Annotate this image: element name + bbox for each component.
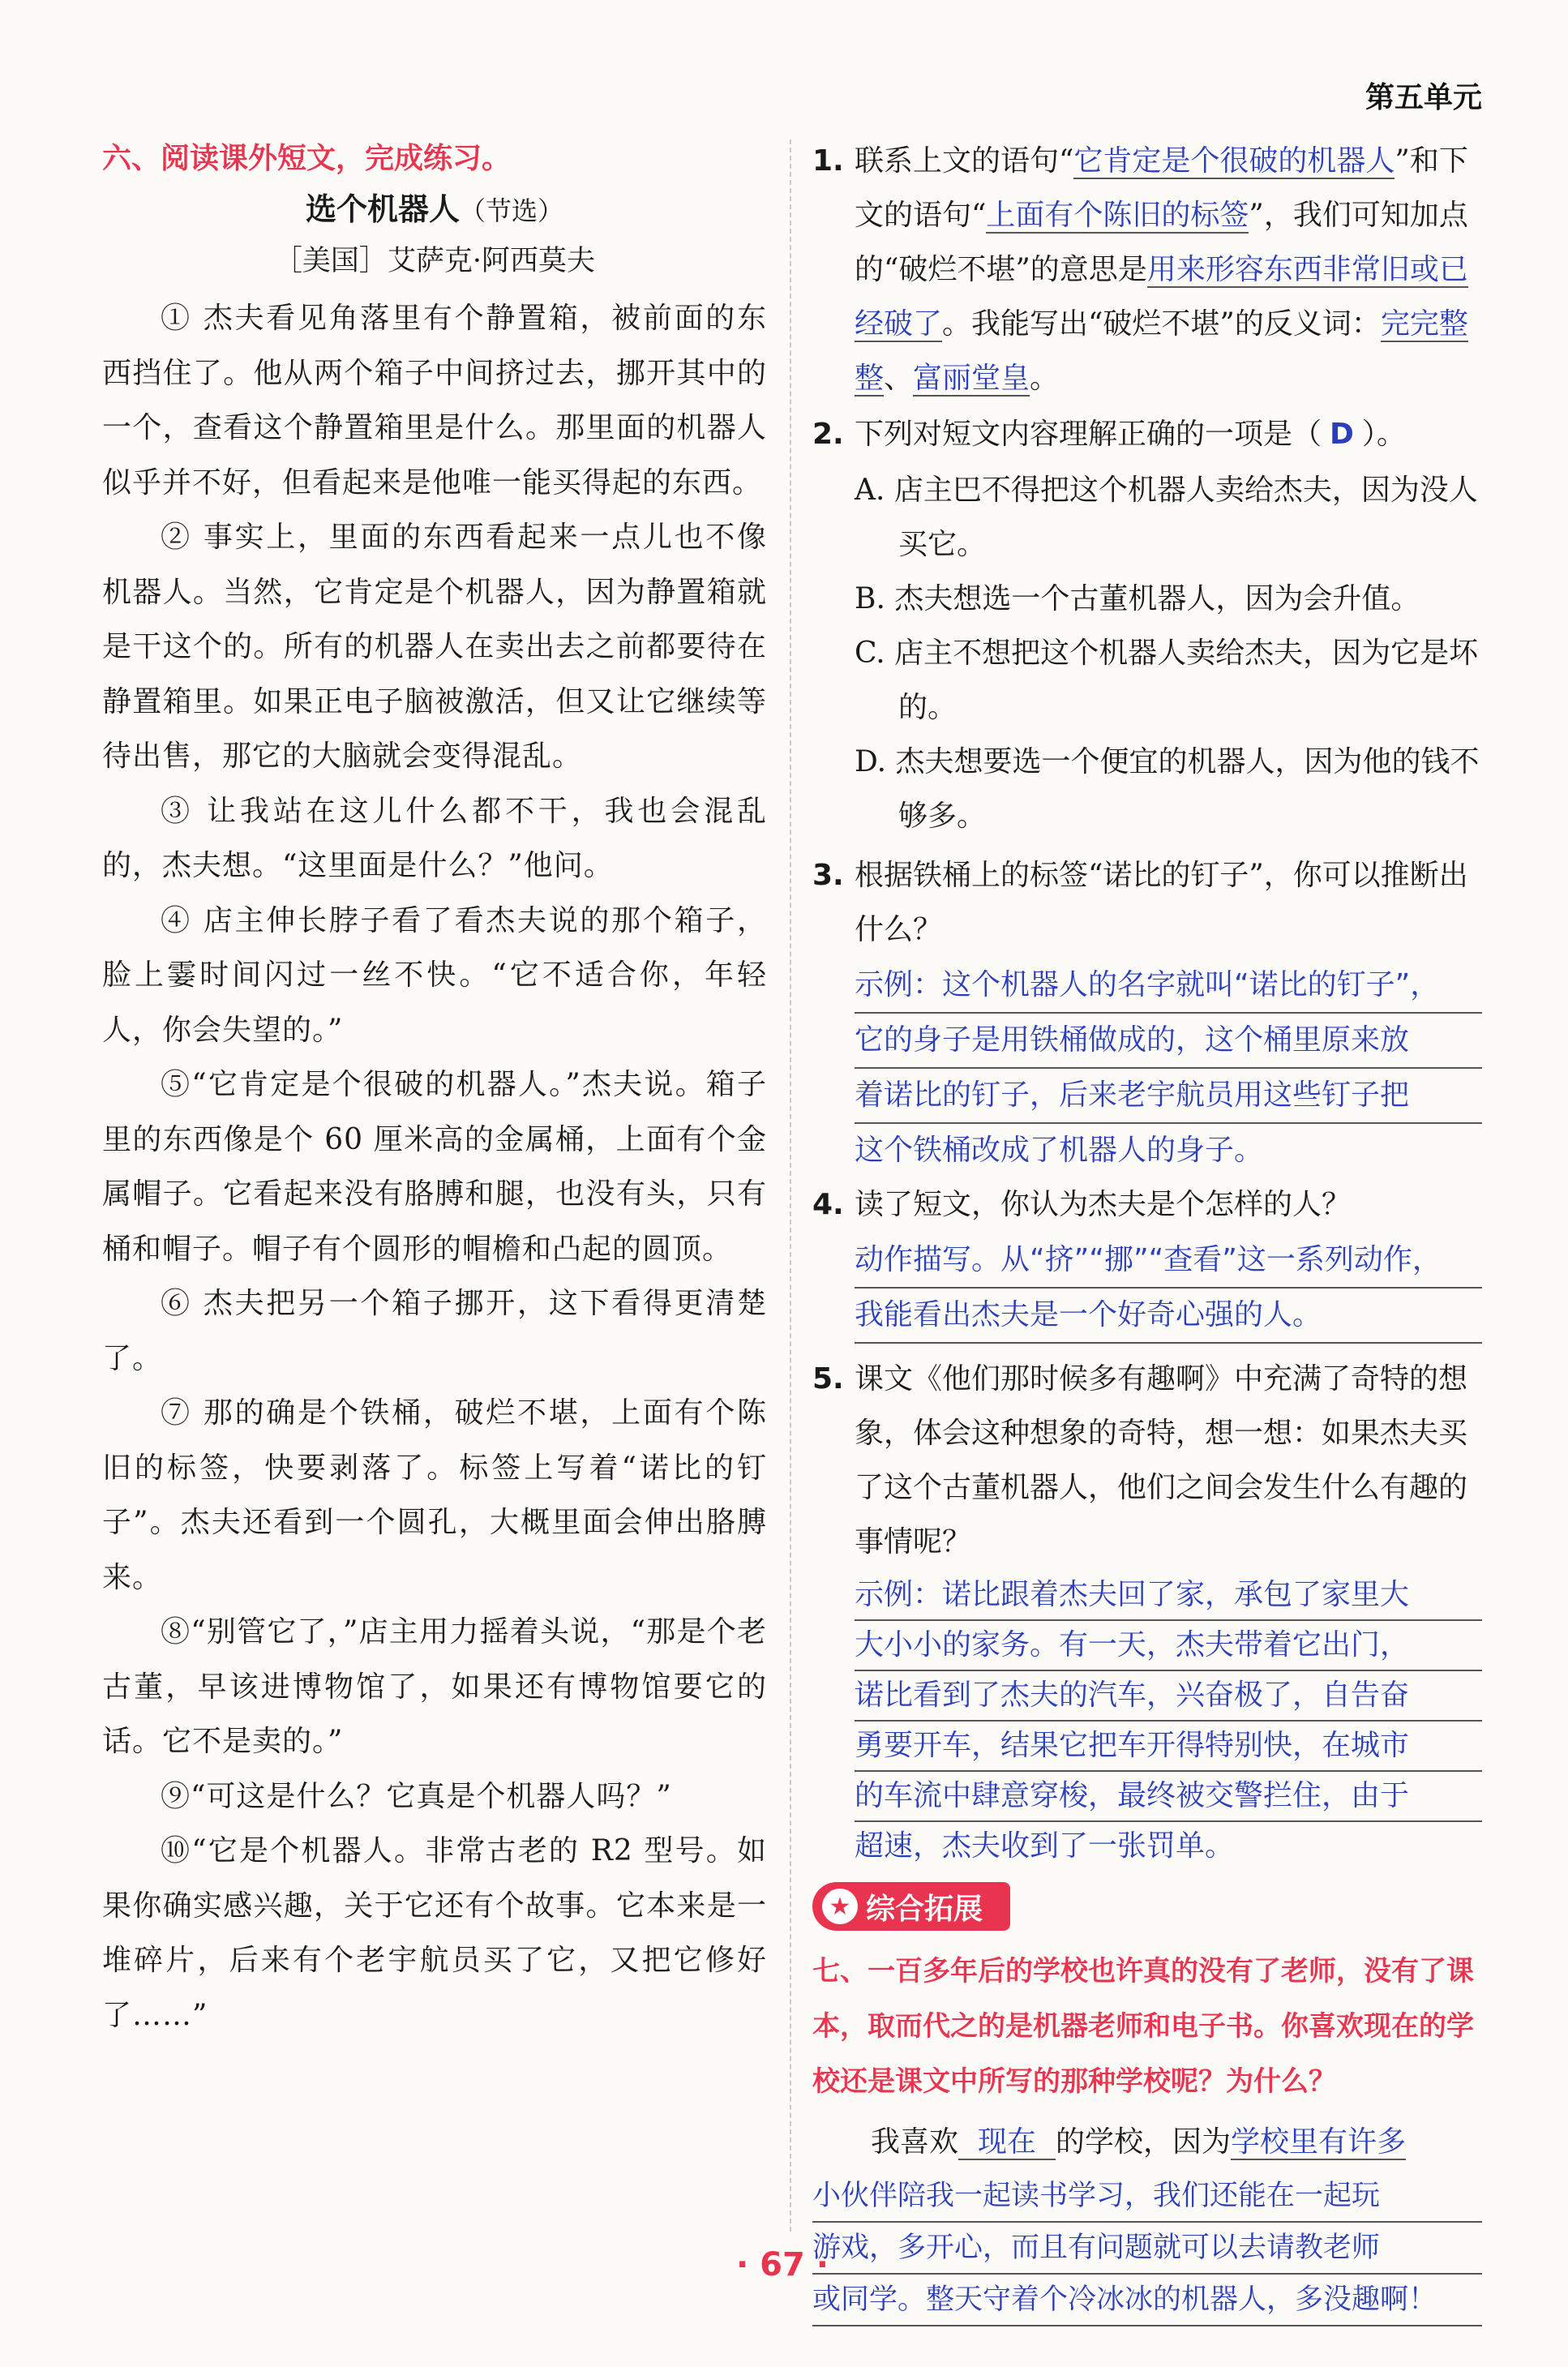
question-number: 2. <box>812 418 844 451</box>
paragraph-3: ③ 让我站在这儿什么都不干，我也会混乱的，杰夫想。“这里面是什么？”他问。 <box>102 794 767 882</box>
column-divider <box>790 139 791 2232</box>
q5-stem: 课文《他们那时候多有趣啊》中充满了奇特的想象，体会这种想象的奇特，想一想：如果杰夫买了这个古董机器人，他们之间会发生什么有趣的事情呢？ <box>855 1362 1468 1559</box>
answer-line: 着诺比的钉子，后来老宇航员用这些钉子把 <box>855 1069 1482 1124</box>
q2-option-b: B. 杰夫想选一个古董机器人，因为会升值。 <box>855 582 1420 615</box>
paragraph-1: ① 杰夫看见角落里有个静置箱，被前面的东西挡住了。他从两个箱子中间挤过去，挪开其中的一个，查看这个静置箱里是什么。那里面的机器人似乎并不好，但看起来是他唯一能买得起的东西。 <box>102 302 767 500</box>
question-number: 5. <box>812 1362 844 1396</box>
question-number: 4. <box>812 1188 844 1221</box>
question-5 <box>812 1352 1482 1569</box>
story-title-text: 选个机器人 <box>305 191 460 227</box>
q3-answer-area[interactable] <box>855 958 1482 1177</box>
q3-stem: 根据铁桶上的标签“诺比的钉子”，你可以推断出什么？ <box>855 859 1468 946</box>
q1-answer-blank-2[interactable]: 上面有个陈旧的标签 <box>986 199 1249 232</box>
question-4 <box>812 1177 1482 1232</box>
answer-line: 诺比看到了杰夫的汽车，兴奋极了，自告奋 <box>855 1671 1482 1722</box>
answer-line: 这个铁桶改成了机器人的身子。 <box>855 1134 1264 1167</box>
unit-header: 第五单元 <box>1365 81 1482 114</box>
section-title: 六、阅读课外短文，完成练习。 <box>102 142 512 175</box>
answer-line: 大小小的家务。有一天，杰夫带着它出门， <box>855 1621 1482 1671</box>
story-author: ［美国］艾萨克·阿西莫夫 <box>273 245 596 277</box>
answer-line: 的车流中肆意穿梭，最终被交警拦住，由于 <box>855 1772 1482 1822</box>
q1-answer-blank-3a[interactable]: 用来形 <box>1146 253 1235 286</box>
q4-answer-area[interactable] <box>855 1233 1482 1344</box>
ext-reason-area[interactable] <box>812 2171 1482 2326</box>
answer-line: 示例：这个机器人的名字就叫“诺比的钉子”， <box>855 958 1482 1014</box>
q1-text-4: 。我能写出“破烂不堪”的反义词： <box>942 307 1381 341</box>
paragraph-6: ⑥ 杰夫把另一个箱子挪开，这下看得更清楚了。 <box>102 1287 767 1375</box>
q2-stem: 下列对短文内容理解正确的一项是（ <box>855 418 1322 451</box>
answer-line: 或同学。整天守着个冷冰冰的机器人，多没趣啊！ <box>812 2275 1482 2326</box>
q1-answer-blank-1[interactable]: 它肯定是个很破的机器人 <box>1073 144 1395 178</box>
paragraph-7: ⑦ 那的确是个铁桶，破烂不堪，上面有个陈旧的标签，快要剥落了。标签上写着“诺比的钉子”。杰夫还看到一个圆孔，大概里面会伸出胳膊来。 <box>102 1396 767 1594</box>
page-number: · 67 · <box>736 2246 829 2283</box>
ext-mid: 的学校，因为 <box>1056 2125 1232 2159</box>
paragraph-9: ⑨“可这是什么？它真是个机器人吗？” <box>161 1779 672 1813</box>
answer-line: 示例：诺比跟着杰夫回了家，承包了家里大 <box>855 1571 1482 1621</box>
extension-badge <box>812 1882 1010 1931</box>
paragraph-2: ② 事实上，里面的东西看起来一点儿也不像机器人。当然，它肯定是个机器人，因为静置箱就是干这个的。所有的机器人在卖出去之前都要待在静置箱里。如果正电子脑被激活，但又让它继续等待出售，那它的大脑就会变得混乱。 <box>102 521 767 773</box>
q1-answer-blank-3b[interactable]: 容东西非常旧或已经破了 <box>855 253 1468 341</box>
answer-line: 超速，杰夫收到了一张罚单。 <box>855 1829 1235 1863</box>
q2-option-c: C. 店主不想把这个机器人卖给杰夫，因为它是坏的。 <box>855 637 1479 724</box>
reading-passage <box>102 134 767 2043</box>
extension-question: 七、一百多年后的学校也许真的没有了老师，没有了课本，取而代之的是机器老师和电子书。你喜欢现在的学校还是课文中所写的那种学校呢？为什么？ <box>812 1955 1474 2098</box>
story-subtitle: （节选） <box>460 195 564 226</box>
q2-stem-end: ）。 <box>1361 418 1406 451</box>
extension-answer-line-1 <box>812 2114 1482 2171</box>
q2-option-d: D. 杰夫想要选一个便宜的机器人，因为他的钱不够多。 <box>855 745 1480 833</box>
answer-line: 它的身子是用铁桶做成的，这个桶里原来放 <box>855 1014 1482 1069</box>
q1-antonym-blank-1[interactable]: 完完整整 <box>855 307 1468 395</box>
extension-badge-label: 综合拓展 <box>866 1892 983 1926</box>
ext-choice-blank[interactable]: 现在 <box>958 2125 1056 2160</box>
q2-option-a: A. 店主巴不得把这个机器人卖给杰夫，因为没人买它。 <box>855 474 1478 561</box>
question-3 <box>812 848 1482 957</box>
ext-reason-blank[interactable]: 学校里有许多 <box>1231 2125 1407 2159</box>
q1-text-1: 联系上文的语句“ <box>855 144 1074 178</box>
answer-line: 动作描写。从“挤”“挪”“查看”这一系列动作， <box>855 1233 1482 1289</box>
question-number: 3. <box>812 859 844 892</box>
answer-line: 我能看出杰夫是一个好奇心强的人。 <box>855 1289 1482 1344</box>
q4-stem: 读了短文，你认为杰夫是个怎样的人？ <box>855 1188 1352 1221</box>
q1-text-3: ”，我们可知加点的“破烂不堪”的意思是 <box>855 199 1468 286</box>
answer-line: 小伙伴陪我一起读书学习，我们还能在一起玩 <box>812 2171 1482 2223</box>
paragraph-10: ⑩“它是个机器人。非常古老的 R2 型号。如果你确实感兴趣，关于它还有个故事。它本来是一堆碎片，后来有个老宇航员买了它，又把它修好了……” <box>102 1834 767 2032</box>
q1-separator: 、 <box>884 362 914 395</box>
answer-line: 游戏，多开心，而且有问题就可以去请教老师 <box>812 2223 1482 2275</box>
ext-lead: 我喜欢 <box>871 2125 959 2159</box>
exercise-column <box>812 134 1482 2326</box>
q5-answer-area[interactable] <box>855 1571 1482 1871</box>
story-title <box>102 184 767 236</box>
question-2 <box>812 407 1482 461</box>
question-number: 1. <box>812 144 844 178</box>
question-1 <box>812 134 1482 405</box>
star-icon: ★ <box>822 1889 858 1924</box>
answer-line: 勇要开车，结果它把车开得特别快，在城市 <box>855 1722 1482 1772</box>
q1-antonym-blank-2[interactable]: 富丽堂皇 <box>913 362 1030 395</box>
q1-text-2: ”和下文的语句“ <box>855 144 1468 232</box>
q1-end: 。 <box>1030 362 1060 395</box>
q2-answer[interactable]: D <box>1330 418 1354 451</box>
paragraph-8: ⑧“别管它了，”店主用力摇着头说，“那是个老古董，早该进博物馆了，如果还有博物馆要它的话。它不是卖的。” <box>102 1615 767 1758</box>
paragraph-4: ④ 店主伸长脖子看了看杰夫说的那个箱子，脸上霎时间闪过一丝不快。“它不适合你，年轻人，你会失望的。” <box>102 903 767 1047</box>
paragraph-5: ⑤“它肯定是个很破的机器人。”杰夫说。箱子里的东西像是个 60 厘米高的金属桶，上面有个金属帽子。它看起来没有胳膊和腿，也没有头，只有桶和帽子。帽子有个圆形的帽檐和凸起的圆顶。 <box>102 1068 767 1266</box>
